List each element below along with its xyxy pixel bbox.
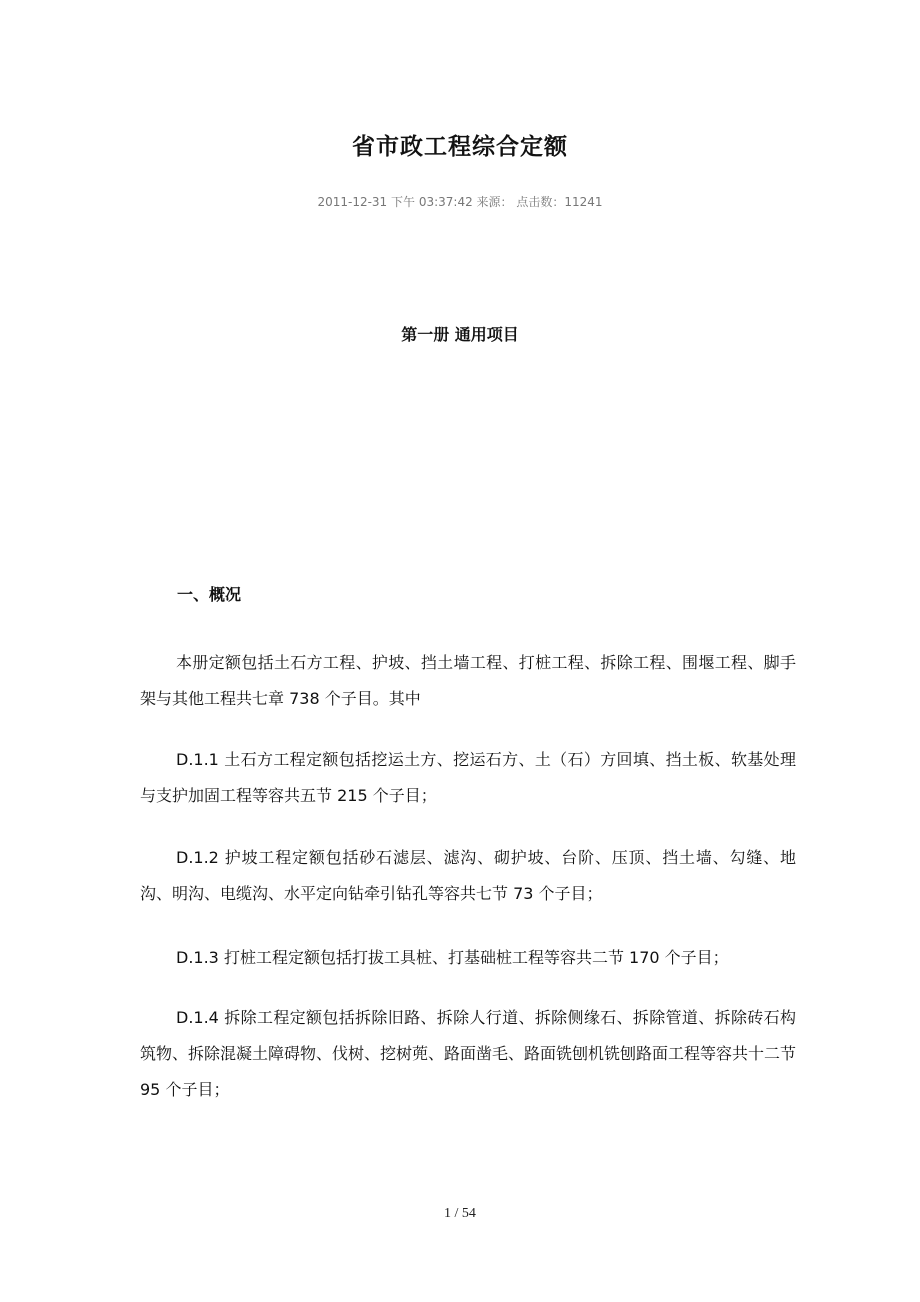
- paragraph-d12: D.1.2 护坡工程定额包括砂石滤层、滤沟、砌护坡、台阶、压顶、挡土墙、勾缝、地沟、明沟、电缆沟、水平定向钻牵引钻孔等容共七节 73 个子目；: [140, 848, 796, 903]
- document-meta-line: 2011-12-31 下午 03:37:42 来源： 点击数：11241: [317, 195, 603, 209]
- section-heading: 一、概况: [177, 585, 242, 604]
- paragraph-d14: D.1.4 拆除工程定额包括拆除旧路、拆除人行道、拆除侧缘石、拆除管道、拆除砖石构筑物、拆除混凝土障碍物、伐树、挖树蔸、路面凿毛、路面铣刨机铣刨路面工程等容共十二节 95 个子目；: [140, 1008, 797, 1099]
- page-indicator: 1 / 54: [444, 1206, 476, 1221]
- paragraph-d11: D.1.1 土石方工程定额包括挖运土方、挖运石方、土（石）方回填、挡土板、软基处理与支护加固工程等容共五节 215 个子目；: [140, 750, 796, 805]
- volume-title: 第一册 通用项目: [401, 325, 519, 344]
- paragraph-overview: 本册定额包括土石方工程、护坡、挡土墙工程、打桩工程、拆除工程、围堰工程、脚手架与其他工程共七章 738 个子目。其中: [140, 653, 796, 708]
- document-title: 省市政工程综合定额: [352, 134, 568, 160]
- paragraph-d13: D.1.3 打桩工程定额包括打拔工具桩、打基础桩工程等容共二节 170 个子目；: [176, 948, 729, 967]
